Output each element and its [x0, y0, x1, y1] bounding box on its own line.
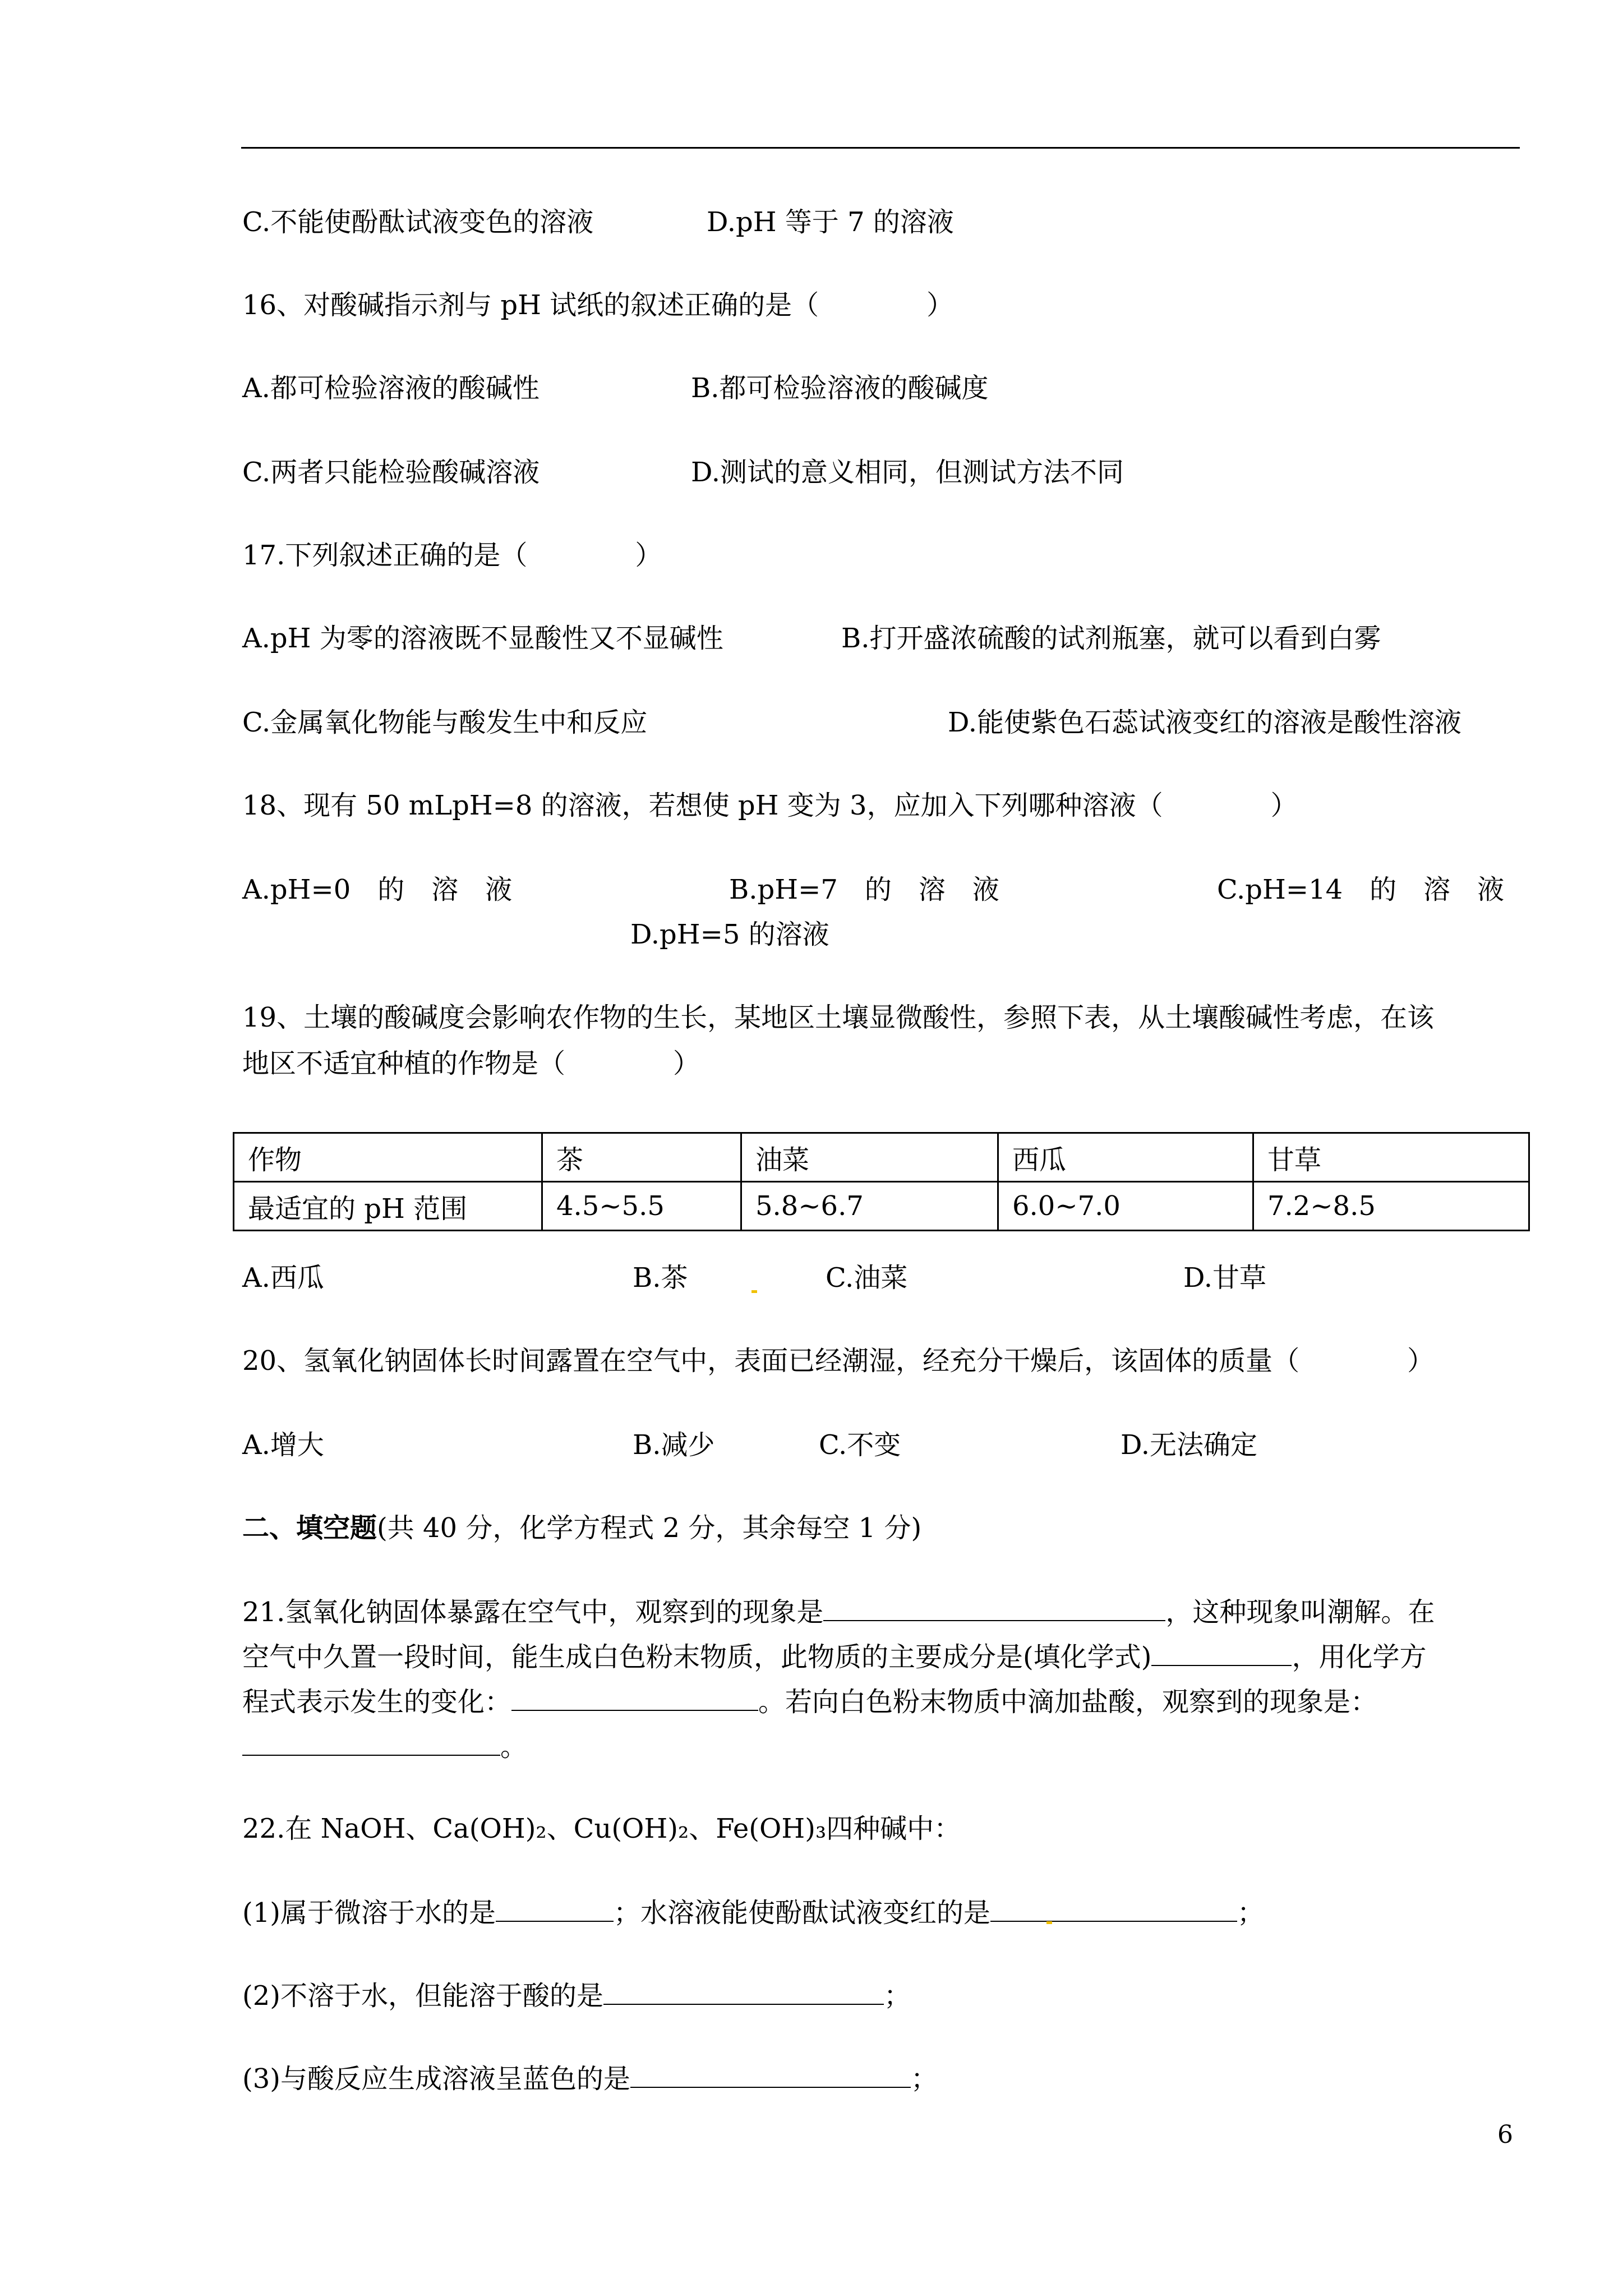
q22-blank-insoluble[interactable]	[603, 1981, 884, 2005]
header-rule	[241, 147, 1520, 149]
page-number: 6	[1497, 2120, 1513, 2149]
q21-blank-equation[interactable]	[511, 1687, 758, 1711]
q18-option-c: C.pH=14 的 溶 液	[1217, 874, 1505, 905]
table-cell: 油菜	[741, 1133, 998, 1182]
q17-option-c: C.金属氧化物能与酸发生中和反应	[242, 707, 648, 738]
table-cell: 7.2~8.5	[1253, 1182, 1529, 1231]
q22-text: ；	[1237, 1897, 1265, 1929]
table-cell: 西瓜	[998, 1133, 1253, 1182]
q17-option-a: A.pH 为零的溶液既不显酸性又不显碱性	[242, 623, 723, 654]
q16-option-c: C.两者只能检验酸碱溶液	[242, 457, 540, 488]
q22-blank-blue-solution[interactable]	[630, 2064, 911, 2088]
q20-option-d: D.无法确定	[1121, 1429, 1258, 1461]
q18-option-b: B.pH=7 的 溶 液	[729, 874, 999, 905]
section-title: 二、填空题	[242, 1512, 377, 1544]
q20-stem: 20、氢氧化钠固体长时间露置在空气中，表面已经潮湿，经充分干燥后，该固体的质量（ ）	[242, 1345, 1435, 1377]
q19-stem-line1: 19、土壤的酸碱度会影响农作物的生长，某地区土壤显微酸性，参照下表，从土壤酸碱性考虑，在该	[242, 1002, 1435, 1033]
q19-stem-line2: 地区不适宜种植的作物是（ ）	[242, 1048, 700, 1079]
q21-text: 。	[500, 1731, 528, 1763]
q21-line3	[242, 1686, 1378, 1718]
q17-option-b: B.打开盛浓硫酸的试剂瓶塞，就可以看到白雾	[841, 623, 1381, 654]
q22-sub3	[242, 2063, 938, 2095]
q21-blank-phenomenon[interactable]	[823, 1598, 1165, 1621]
q16-option-a: A.都可检验溶液的酸碱性	[242, 372, 540, 404]
q18-option-d: D.pH=5 的溶液	[630, 919, 829, 950]
table-header-row	[234, 1133, 1529, 1182]
q21-text: 21.氢氧化钠固体暴露在空气中，观察到的现象是	[242, 1596, 824, 1628]
table-row	[234, 1182, 1529, 1231]
table-cell: 作物	[234, 1133, 542, 1182]
q17-stem: 17.下列叙述正确的是（ ）	[242, 540, 662, 571]
q21-line4	[242, 1731, 528, 1763]
q21-text: 程式表示发生的变化：	[242, 1686, 512, 1718]
q22-text: ；	[911, 2063, 938, 2095]
table-cell: 4.5~5.5	[542, 1182, 741, 1231]
q22-text: (1)属于微溶于水的是	[242, 1897, 496, 1929]
q21-blank-observation[interactable]	[242, 1732, 500, 1756]
crop-ph-table	[233, 1132, 1530, 1231]
q22-text: ；水溶液能使酚酞试液变红的是	[614, 1897, 991, 1929]
q22-blank-slightly-soluble[interactable]	[496, 1898, 614, 1922]
q19-option-d: D.甘草	[1183, 1262, 1267, 1294]
q22-sub2	[242, 1980, 911, 2012]
q21-text: 。若向白色粉末物质中滴加盐酸，观察到的现象是：	[758, 1686, 1378, 1718]
table-cell: 甘草	[1253, 1133, 1529, 1182]
q16-option-b: B.都可检验溶液的酸碱度	[691, 372, 989, 404]
q21-text: 空气中久置一段时间，能生成白色粉末物质，此物质的主要成分是(填化学式)	[242, 1641, 1152, 1673]
q18-option-a: A.pH=0 的 溶 液	[242, 874, 513, 905]
q19-option-a: A.西瓜	[242, 1262, 324, 1294]
table-cell: 5.8~6.7	[741, 1182, 998, 1231]
q15-option-c: C.不能使酚酞试液变色的溶液	[242, 206, 594, 238]
q20-option-c: C.不变	[819, 1429, 901, 1461]
section-note: (共 40 分，化学方程式 2 分，其余每空 1 分)	[377, 1512, 922, 1544]
table-cell: 6.0~7.0	[998, 1182, 1253, 1231]
q21-line2	[242, 1642, 1426, 1671]
q22-text: (3)与酸反应生成溶液呈蓝色的是	[242, 2063, 630, 2095]
q16-option-d: D.测试的意义相同，但测试方法不同	[691, 457, 1124, 488]
q22-sub1	[242, 1897, 1265, 1929]
highlight-mark	[1046, 1921, 1052, 1924]
q22-stem: 22.在 NaOH、Ca(OH)₂、Cu(OH)₂、Fe(OH)₃四种碱中：	[242, 1813, 961, 1844]
q21-text: ，这种现象叫潮解。在	[1165, 1596, 1435, 1628]
q21-blank-formula[interactable]	[1151, 1642, 1292, 1666]
q21-text: ，用化学方	[1292, 1641, 1427, 1673]
table-cell: 茶	[542, 1133, 741, 1182]
highlight-mark	[751, 1290, 757, 1293]
q22-blank-phenolphthalein[interactable]	[990, 1898, 1237, 1922]
table-cell: 最适宜的 pH 范围	[234, 1182, 542, 1231]
q19-option-c: C.油菜	[826, 1262, 908, 1294]
q18-stem: 18、现有 50 mLpH=8 的溶液，若想使 pH 变为 3，应加入下列哪种溶液（ ）	[242, 790, 1298, 821]
q22-text: (2)不溶于水，但能溶于酸的是	[242, 1980, 603, 2012]
q17-option-d: D.能使紫色石蕊试液变红的溶液是酸性溶液	[948, 707, 1462, 738]
q20-option-b: B.减少	[633, 1429, 715, 1461]
section-heading	[242, 1512, 922, 1544]
q15-option-d: D.pH 等于 7 的溶液	[707, 206, 954, 238]
q22-text: ；	[884, 1980, 911, 2012]
q16-stem: 16、对酸碱指示剂与 pH 试纸的叙述正确的是（ ）	[242, 289, 954, 321]
q20-option-a: A.增大	[242, 1429, 324, 1461]
q19-option-b: B.茶	[633, 1262, 688, 1294]
q21-line1	[242, 1598, 1435, 1626]
